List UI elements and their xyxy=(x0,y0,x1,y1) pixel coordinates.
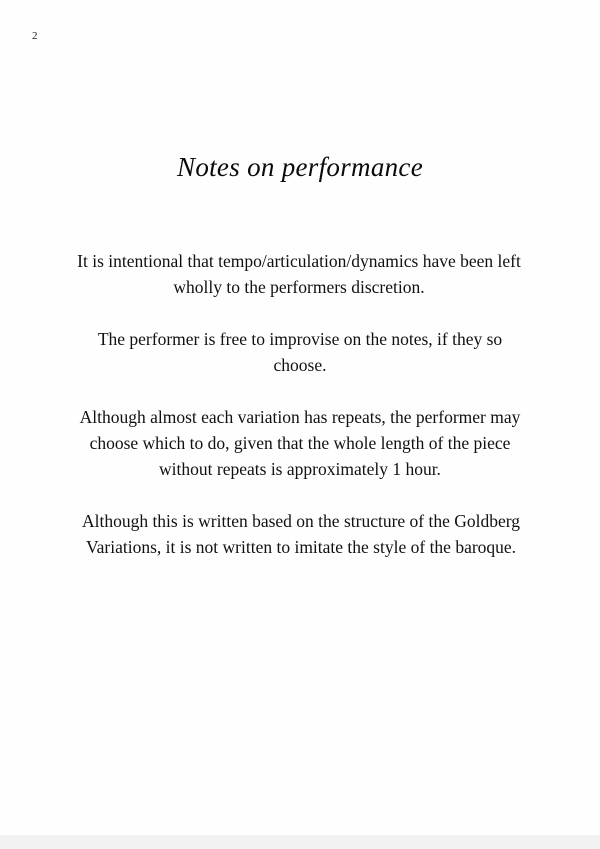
page-bottom-edge xyxy=(0,835,600,849)
paragraph: It is intentional that tempo/articulation/dynamics have been left wholly to the performers discretion. xyxy=(77,251,521,297)
body-text xyxy=(62,248,538,560)
paragraph: Although almost each variation has repeats, the performer may choose which to do, given that the whole length of the piece without repeats is approximately 1 hour. xyxy=(79,407,521,479)
paragraph: Although this is written based on the structure of the Goldberg Variations, it is not written to imitate the style of the baroque. xyxy=(81,511,521,557)
page-number: 2 xyxy=(32,30,38,42)
paragraph: The performer is free to improvise on the notes, if they so choose. xyxy=(97,329,503,375)
page-title: Notes on performance xyxy=(177,152,423,182)
